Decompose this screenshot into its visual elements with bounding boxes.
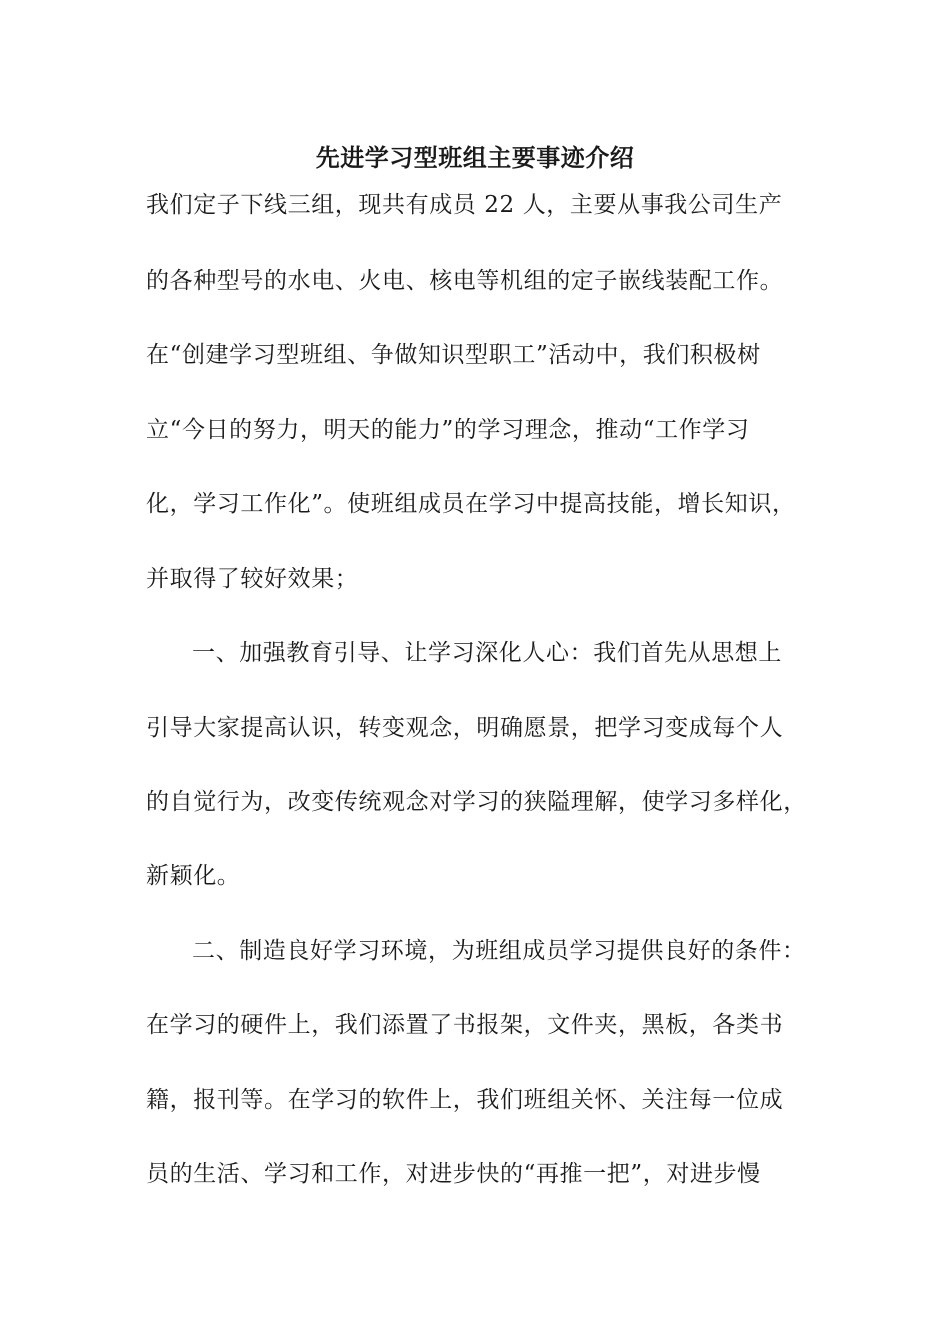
document-title: 先进学习型班组主要事迹介绍 [315, 143, 635, 172]
section-one-line-2: 引导大家提高认识，转变观念，明确愿景，把学习变成每个人 [146, 715, 784, 741]
section-one-line-4: 新颖化。 [146, 863, 241, 889]
section-one-line-3: 的自觉行为，改变传统观念对学习的狭隘理解，使学习多样化， [146, 789, 807, 815]
paragraph-line-4: 立“今日的努力，明天的能力”的学习理念，推动“工作学习 [146, 417, 750, 443]
paragraph-line-3: 在“创建学习型班组、争做知识型职工”活动中，我们积极树 [146, 342, 761, 368]
section-two-line-1: 二、制造良好学习环境，为班组成员学习提供良好的条件： [192, 938, 806, 964]
paragraph-line-5: 化，学习工作化”。使班组成员在学习中提高技能，增长知识， [146, 491, 796, 517]
paragraph-line-2: 的各种型号的水电、火电、核电等机组的定子嵌线装配工作。 [146, 268, 784, 294]
section-two-line-4: 员的生活、学习和工作，对进步快的“再推一把”，对进步慢 [146, 1161, 761, 1187]
section-two-line-3: 籍，报刊等。在学习的软件上，我们班组关怀、关注每一位成 [146, 1087, 784, 1113]
paragraph-line-1: 我们定子下线三组，现共有成员 22 人，主要从事我公司生产 [146, 192, 783, 218]
paragraph-line-6: 并取得了较好效果； [146, 566, 359, 592]
section-one-line-1: 一、加强教育引导、让学习深化人心：我们首先从思想上 [192, 640, 782, 666]
section-two-line-2: 在学习的硬件上，我们添置了书报架，文件夹，黑板，各类书 [146, 1012, 784, 1038]
